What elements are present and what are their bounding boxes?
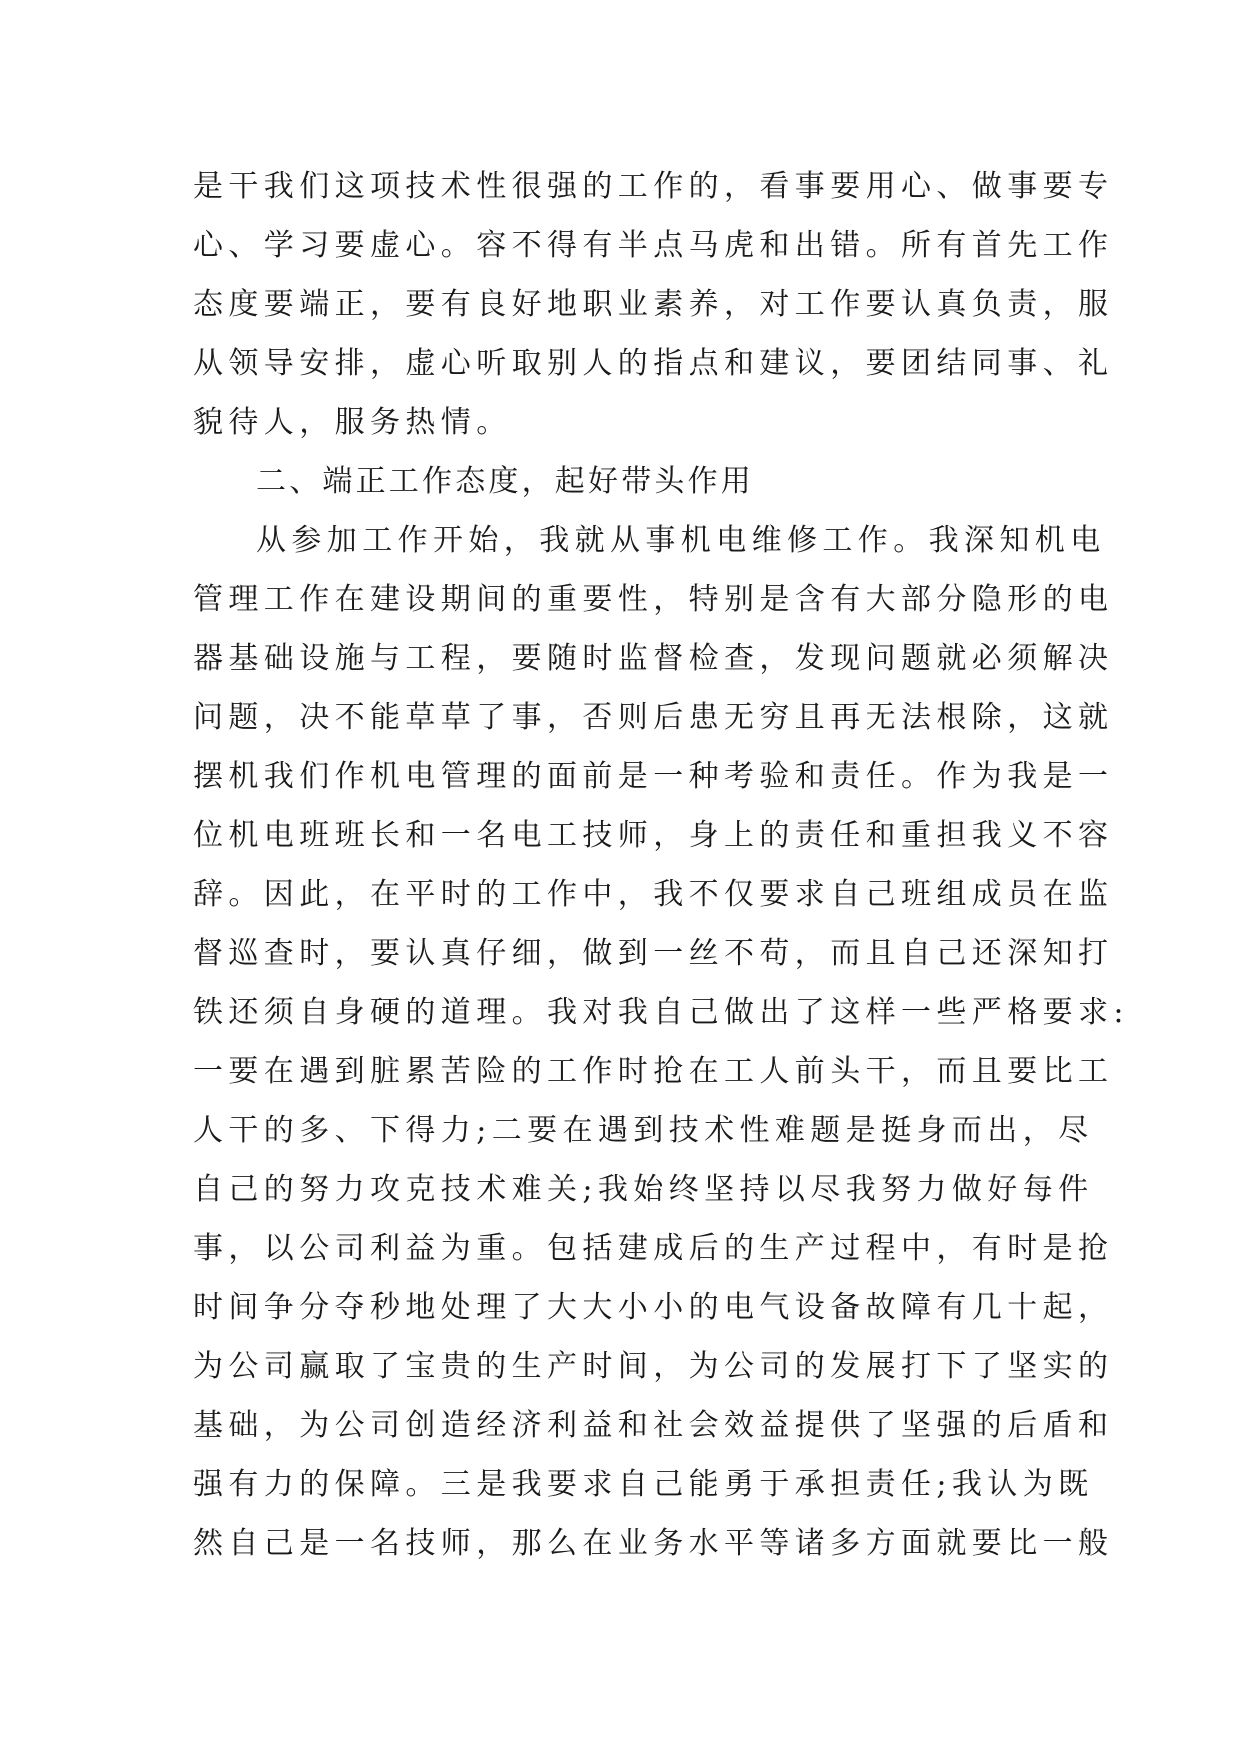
text-line: 一要在遇到脏累苦险的工作时抢在工人前头干，而且要比工 [193,1054,1114,1089]
text-line: 是干我们这项技术性很强的工作的，看事要用心、做事要专 [193,169,1114,204]
text-line: 问题，决不能草草了事，否则后患无穷且再无法根除，这就 [193,700,1114,735]
text-line: 辞。因此，在平时的工作中，我不仅要求自己班组成员在监 [193,877,1114,912]
text-line: 器基础设施与工程，要随时监督检查，发现问题就必须解决 [193,641,1114,676]
text-line: 督巡查时，要认真仔细，做到一丝不苟，而且自己还深知打 [193,936,1114,971]
text-line: 事，以公司利益为重。包括建成后的生产过程中，有时是抢 [193,1231,1114,1266]
text-line: 从领导安排，虚心听取别人的指点和建议，要团结同事、礼 [193,346,1114,381]
text-line: 强有力的保障。三是我要求自己能勇于承担责任;我认为既 [193,1467,1094,1502]
text-line: 位机电班班长和一名电工技师，身上的责任和重担我义不容 [193,818,1114,853]
text-line: 从参加工作开始，我就从事机电维修工作。我深知机电 [256,523,1106,558]
text-line: 态度要端正，要有良好地职业素养，对工作要认真负责，服 [193,287,1114,322]
text-line: 人干的多、下得力;二要在遇到技术性难题是挺身而出，尽 [193,1113,1094,1148]
text-line: 基础，为公司创造经济利益和社会效益提供了坚强的后盾和 [193,1408,1114,1443]
document-page [193,157,1129,1573]
text-line: 管理工作在建设期间的重要性，特别是含有大部分隐形的电 [193,582,1114,617]
text-line: 摆机我们作机电管理的面前是一种考验和责任。作为我是一 [193,759,1114,794]
section-heading: 二、端正工作态度，起好带头作用 [256,464,754,499]
text-line: 貌待人，服务热情。 [193,405,512,440]
text-line: 铁还须自身硬的道理。我对我自己做出了这样一些严格要求: [193,995,1129,1030]
text-line: 然自己是一名技师，那么在业务水平等诸多方面就要比一般 [193,1526,1114,1561]
text-line: 心、学习要虚心。容不得有半点马虎和出错。所有首先工作 [193,228,1114,263]
text-line: 自己的努力攻克技术难关;我始终坚持以尽我努力做好每件 [193,1172,1094,1207]
text-line: 时间争分夺秒地处理了大大小小的电气设备故障有几十起， [193,1290,1114,1325]
text-line: 为公司赢取了宝贵的生产时间，为公司的发展打下了坚实的 [193,1349,1114,1384]
